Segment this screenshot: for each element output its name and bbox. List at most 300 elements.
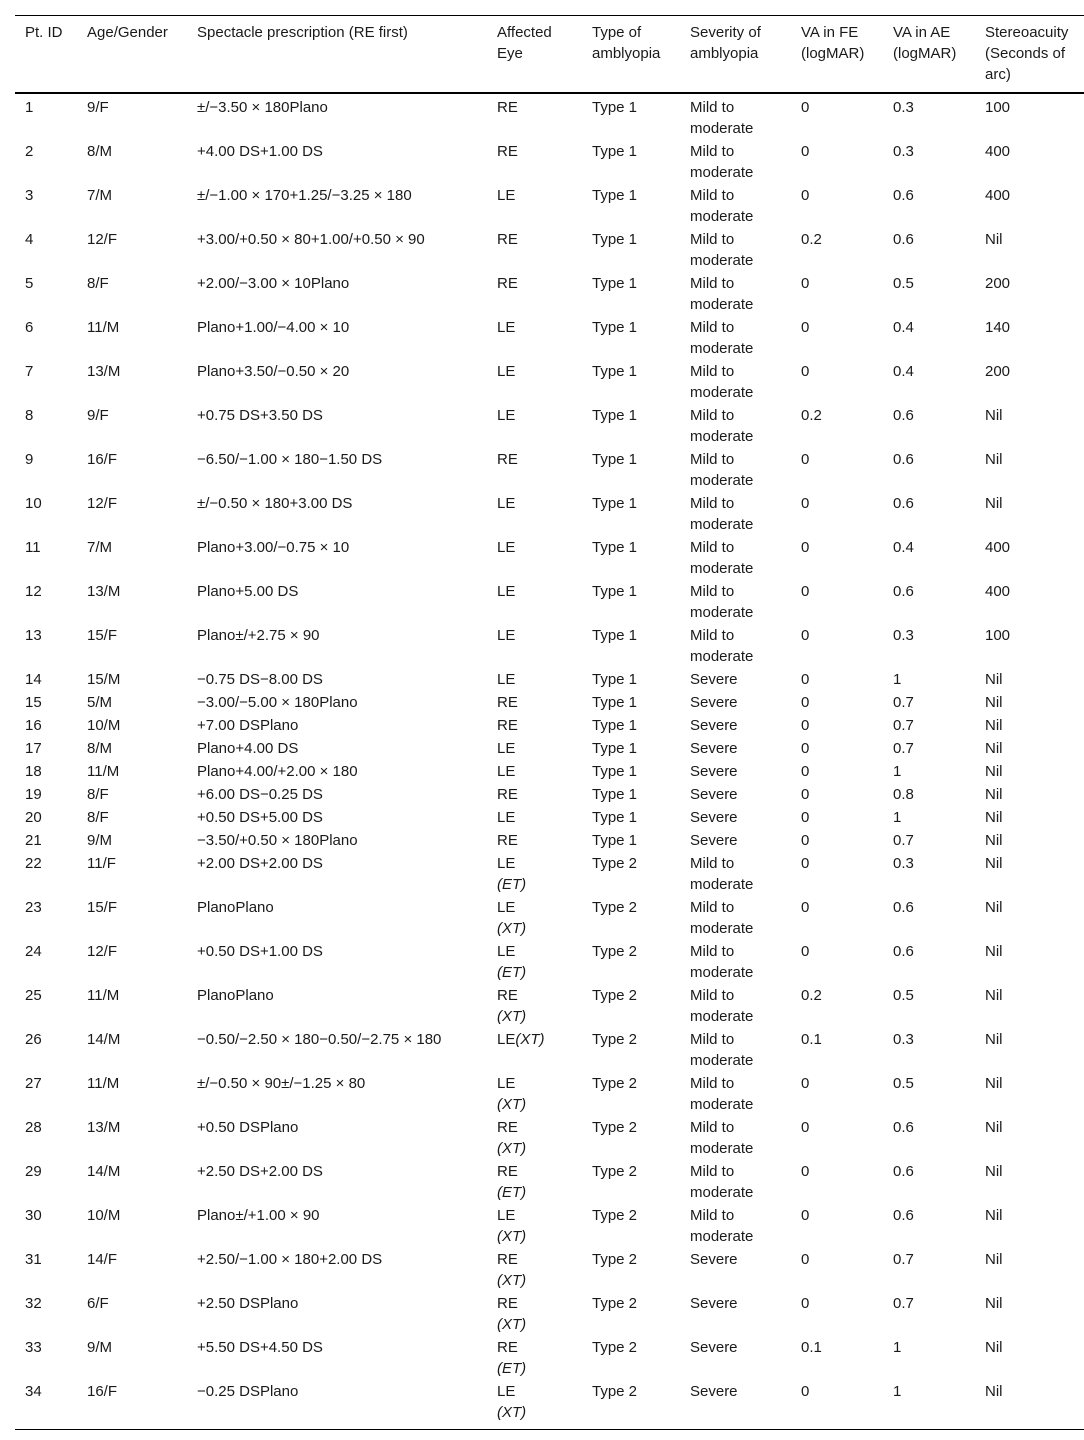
cell-severity: Mild to moderate [690,363,754,401]
table-row [15,940,1084,984]
cell-type: Type 1 [592,363,638,380]
cell-va-ae: 0.3 [893,99,914,116]
cell-prescription: Plano+5.00 DS [197,583,299,600]
patient-table [15,15,1084,1430]
cell-pt-id: 13 [25,627,42,644]
table-row [15,760,1084,783]
cell-pt-id: 8 [25,407,34,424]
cell-pt-id: 34 [15,1380,77,1430]
cell-pt-id: 18 [25,763,42,780]
cell-prescription: −6.50/−1.00 × 180−1.50 DS [197,451,383,468]
cell-affected-eye [487,316,582,360]
table-row [15,184,1084,228]
cell-pt-id: 21 [25,832,42,849]
affected-eye-side: RE [497,694,518,711]
cell-va-fe: 0 [791,1380,883,1430]
table-row [15,829,1084,852]
cell-affected-eye [487,492,582,536]
deviation-type: (ET) [497,876,527,893]
cell-age-gender: 11/M [87,763,120,780]
cell-pt-id: 32 [25,1295,42,1312]
deviation-type: (XT) [497,1228,527,1245]
affected-eye-side: LE [497,809,516,826]
cell-affected-eye [487,1116,582,1160]
cell-va-ae: 0.7 [893,832,914,849]
cell-age-gender: 15/M [87,671,121,688]
cell-type: Type 2 [592,1251,638,1268]
cell-va-fe: 0.1 [801,1339,822,1356]
cell-va-fe: 0 [801,943,810,960]
cell-prescription: ±/−0.50 × 90±/−1.25 × 80 [197,1075,366,1092]
cell-va-fe: 0 [801,694,810,711]
cell-severity: Mild to moderate [690,1075,754,1113]
cell-stereoacuity: Nil [985,671,1003,688]
cell-affected-eye [487,580,582,624]
cell-va-ae: 0.6 [893,899,914,916]
table-row [15,448,1084,492]
cell-stereoacuity: 400 [985,539,1011,556]
cell-stereoacuity: Nil [985,1207,1003,1224]
deviation-type: (XT) [497,1316,527,1333]
affected-eye-side: LE [497,407,516,424]
cell-affected-eye [487,1072,582,1116]
cell-va-fe: 0 [801,319,810,336]
cell-type: Type 2 [592,899,638,916]
affected-eye-side: LE [497,363,516,380]
cell-type: Type 2 [592,987,638,1004]
cell-severity: Mild to moderate [690,899,754,937]
table-row [15,783,1084,806]
cell-prescription: +0.50 DS+1.00 DS [197,943,323,960]
table-row [15,1028,1084,1072]
cell-age-gender: 8/M [87,143,113,160]
cell-stereoacuity: Nil [985,1031,1003,1048]
cell-type: Type 2 [592,1207,638,1224]
affected-eye-side: RE [497,451,518,468]
cell-va-ae: 1 [893,1339,902,1356]
affected-eye-side: RE [497,1339,518,1356]
cell-age-gender: 8/F [87,809,109,826]
cell-stereoacuity: Nil [985,1251,1003,1268]
cell-type: Type 1 [592,275,638,292]
cell-prescription: +2.50 DS+2.00 DS [197,1163,323,1180]
cell-va-fe: 0.1 [801,1031,822,1048]
cell-stereoacuity: Nil [985,451,1003,468]
table-row [15,228,1084,272]
cell-severity: Mild to moderate [690,275,754,313]
cell-affected-eye [487,783,582,806]
cell-affected-eye [487,228,582,272]
cell-va-ae: 1 [893,671,902,688]
cell-prescription: Plano±/+2.75 × 90 [197,627,320,644]
cell-prescription: Plano+1.00/−4.00 × 10 [197,319,350,336]
table-row [15,806,1084,829]
cell-severity: Mild to moderate [690,187,754,225]
cell-stereoacuity: Nil [985,740,1003,757]
header-pt-id: Pt. ID [15,16,77,94]
cell-prescription: +3.00/+0.50 × 80+1.00/+0.50 × 90 [197,231,425,248]
cell-affected-eye [487,806,582,829]
cell-pt-id: 3 [25,187,34,204]
cell-pt-id: 20 [25,809,42,826]
cell-va-ae: 0.6 [893,583,914,600]
header-va-ae: VA in AE (logMAR) [883,16,975,94]
affected-eye-side: RE [497,1119,518,1136]
cell-type: Type 1 [592,583,638,600]
table-row [15,714,1084,737]
header-affected-eye: Affected Eye [487,16,582,94]
cell-severity: Mild to moderate [690,1163,754,1201]
cell-age-gender: 11/M [87,319,120,336]
cell-va-fe: 0 [801,627,810,644]
cell-stereoacuity: Nil [985,943,1003,960]
cell-age-gender: 9/M [87,832,113,849]
cell-affected-eye [487,184,582,228]
cell-age-gender: 8/M [87,740,113,757]
cell-type: Type 2 [592,1339,638,1356]
cell-stereoacuity: 400 [985,583,1011,600]
table-container [15,15,1084,1430]
cell-va-ae: 1 [893,763,902,780]
cell-age-gender: 10/M [87,717,121,734]
cell-type: Type 2 [592,1295,638,1312]
affected-eye-side: LE [497,1031,516,1048]
cell-va-ae: 0.6 [893,943,914,960]
affected-eye-side: LE [497,763,516,780]
affected-eye-side: RE [497,99,518,116]
cell-age-gender: 12/F [87,943,118,960]
cell-age-gender: 13/M [87,583,121,600]
cell-stereoacuity: Nil [985,495,1003,512]
cell-age-gender: 9/M [87,1339,113,1356]
cell-va-fe: 0 [801,1251,810,1268]
cell-stereoacuity: Nil [985,855,1003,872]
cell-va-fe: 0 [801,809,810,826]
cell-affected-eye [487,448,582,492]
cell-age-gender: 14/M [87,1163,121,1180]
cell-type: Type 1 [592,694,638,711]
deviation-type: (ET) [497,1184,527,1201]
affected-eye-side: RE [497,143,518,160]
cell-stereoacuity: Nil [985,1075,1003,1092]
header-stereoacuity: Stereoacuity (Seconds of arc) [975,16,1084,94]
cell-age-gender: 14/F [87,1251,118,1268]
cell-affected-eye [487,829,582,852]
header-spectacle-prescription: Spectacle prescription (RE first) [187,16,487,94]
cell-prescription: Plano+4.00/+2.00 × 180 [197,763,358,780]
table-row [15,316,1084,360]
affected-eye-side: RE [497,717,518,734]
cell-va-fe: 0 [801,740,810,757]
affected-eye-side: LE [497,1207,516,1224]
cell-severity: Severe [680,1380,791,1430]
cell-va-fe: 0 [801,187,810,204]
cell-severity: Severe [690,763,738,780]
cell-stereoacuity: 400 [985,187,1011,204]
cell-type: Type 1 [592,319,638,336]
table-row [15,691,1084,714]
affected-eye-side: LE [497,1075,516,1092]
table-row [15,852,1084,896]
deviation-type: (XT) [497,920,527,937]
cell-stereoacuity: Nil [985,899,1003,916]
cell-prescription: +2.00/−3.00 × 10Plano [197,275,350,292]
cell-affected-eye [487,624,582,668]
table-row [15,1336,1084,1380]
cell-type: Type 1 [592,809,638,826]
cell-severity: Mild to moderate [690,99,754,137]
cell-severity: Severe [690,1251,738,1268]
cell-severity: Mild to moderate [690,495,754,533]
cell-va-ae: 0.3 [893,1031,914,1048]
cell-pt-id: 7 [25,363,34,380]
cell-stereoacuity: Nil [985,1163,1003,1180]
cell-type: Type 2 [582,1380,680,1430]
cell-affected-eye [487,668,582,691]
cell-prescription: +2.50 DSPlano [197,1295,299,1312]
cell-age-gender: 11/M [87,987,120,1004]
table-row [15,984,1084,1028]
cell-age-gender: 5/M [87,694,113,711]
cell-pt-id: 14 [25,671,42,688]
cell-stereoacuity: Nil [985,1119,1003,1136]
cell-age-gender: 9/F [87,99,109,116]
cell-severity: Severe [690,671,738,688]
cell-pt-id: 6 [25,319,34,336]
cell-stereoacuity: Nil [985,231,1003,248]
cell-age-gender: 16/F [77,1380,187,1430]
cell-va-fe: 0 [801,717,810,734]
cell-affected-eye [487,536,582,580]
affected-eye-side: RE [497,1295,518,1312]
cell-pt-id: 26 [25,1031,42,1048]
cell-stereoacuity: Nil [985,763,1003,780]
cell-pt-id: 16 [25,717,42,734]
deviation-type: (ET) [497,1360,527,1377]
cell-severity: Mild to moderate [690,539,754,577]
table-row [15,737,1084,760]
cell-severity: Severe [690,832,738,849]
cell-age-gender: 6/F [87,1295,109,1312]
table-row [15,536,1084,580]
cell-va-fe: 0 [801,363,810,380]
cell-affected-eye [487,1380,582,1430]
cell-stereoacuity: 140 [985,319,1011,336]
cell-type: Type 2 [592,943,638,960]
cell-age-gender: 15/F [87,627,118,644]
cell-pt-id: 10 [25,495,42,512]
cell-va-fe: 0.2 [801,987,822,1004]
cell-va-ae: 0.4 [893,363,914,380]
deviation-type: (XT) [515,1031,545,1048]
cell-pt-id: 12 [25,583,42,600]
cell-type: Type 1 [592,539,638,556]
cell-pt-id: 23 [25,899,42,916]
cell-severity: Mild to moderate [690,855,754,893]
cell-va-ae: 0.3 [893,855,914,872]
table-row [15,1204,1084,1248]
table-body [15,93,1084,1430]
cell-severity: Severe [690,740,738,757]
affected-eye-side: LE [497,740,516,757]
affected-eye-side: RE [497,832,518,849]
cell-va-ae: 0.4 [893,319,914,336]
affected-eye-side: LE [497,855,516,872]
cell-prescription: +7.00 DSPlano [197,717,299,734]
cell-pt-id: 4 [25,231,34,248]
deviation-type: (XT) [497,1008,527,1025]
cell-affected-eye [487,852,582,896]
cell-va-ae: 0.6 [893,495,914,512]
deviation-type: (XT) [497,1140,527,1157]
cell-prescription: +2.00 DS+2.00 DS [197,855,323,872]
cell-va-ae: 0.6 [893,187,914,204]
deviation-type: (XT) [497,1272,527,1289]
header-type-of-amblyopia: Type of amblyopia [582,16,680,94]
table-row [15,624,1084,668]
cell-stereoacuity: 100 [985,99,1011,116]
cell-stereoacuity: Nil [975,1380,1084,1430]
cell-affected-eye [487,691,582,714]
cell-type: Type 1 [592,763,638,780]
cell-va-fe: 0.2 [801,407,822,424]
cell-affected-eye [487,714,582,737]
cell-severity: Mild to moderate [690,1031,754,1069]
cell-va-fe: 0 [801,583,810,600]
cell-stereoacuity: Nil [985,832,1003,849]
cell-va-ae: 0.3 [893,143,914,160]
cell-va-fe: 0 [801,1207,810,1224]
cell-severity: Mild to moderate [690,1119,754,1157]
cell-pt-id: 24 [25,943,42,960]
cell-prescription: PlanoPlano [197,987,274,1004]
cell-severity: Mild to moderate [690,987,754,1025]
table-row [15,1292,1084,1336]
cell-pt-id: 17 [25,740,42,757]
cell-severity: Mild to moderate [690,943,754,981]
header-row [15,16,1084,94]
cell-prescription: ±/−0.50 × 180+3.00 DS [197,495,353,512]
header-severity: Severity of amblyopia [680,16,791,94]
cell-type: Type 1 [592,495,638,512]
affected-eye-side: LE [497,1383,516,1400]
cell-va-fe: 0 [801,899,810,916]
cell-age-gender: 13/M [87,1119,121,1136]
cell-affected-eye [487,760,582,783]
cell-age-gender: 7/M [87,539,113,556]
cell-pt-id: 22 [25,855,42,872]
cell-affected-eye [487,984,582,1028]
cell-prescription: −0.75 DS−8.00 DS [197,671,323,688]
table-row [15,1248,1084,1292]
cell-age-gender: 14/M [87,1031,121,1048]
cell-type: Type 2 [592,1163,638,1180]
cell-va-fe: 0 [801,539,810,556]
cell-age-gender: 12/F [87,231,118,248]
cell-stereoacuity: 100 [985,627,1011,644]
cell-severity: Mild to moderate [690,451,754,489]
cell-stereoacuity: Nil [985,717,1003,734]
cell-affected-eye [487,404,582,448]
cell-severity: Severe [690,809,738,826]
cell-prescription: −3.00/−5.00 × 180Plano [197,694,358,711]
cell-age-gender: 15/F [87,899,118,916]
cell-prescription: −0.50/−2.50 × 180−0.50/−2.75 × 180 [197,1031,442,1048]
cell-prescription: ±/−1.00 × 170+1.25/−3.25 × 180 [197,187,412,204]
cell-pt-id: 28 [25,1119,42,1136]
cell-type: Type 2 [592,1119,638,1136]
cell-affected-eye [487,140,582,184]
cell-prescription: +6.00 DS−0.25 DS [197,786,323,803]
cell-va-ae: 0.7 [893,1295,914,1312]
affected-eye-side: LE [497,627,516,644]
cell-prescription: +0.50 DS+5.00 DS [197,809,323,826]
cell-type: Type 2 [592,1031,638,1048]
affected-eye-side: LE [497,495,516,512]
cell-va-ae: 0.5 [893,1075,914,1092]
cell-severity: Mild to moderate [690,143,754,181]
cell-va-fe: 0 [801,763,810,780]
table-row [15,896,1084,940]
affected-eye-side: RE [497,231,518,248]
cell-type: Type 2 [592,855,638,872]
affected-eye-side: LE [497,671,516,688]
cell-va-ae: 0.4 [893,539,914,556]
deviation-type: (XT) [497,1404,527,1421]
cell-stereoacuity: Nil [985,987,1003,1004]
table-row [15,580,1084,624]
table-row [15,404,1084,448]
cell-affected-eye [487,1336,582,1380]
cell-pt-id: 30 [25,1207,42,1224]
cell-pt-id: 25 [25,987,42,1004]
table-row [15,492,1084,536]
cell-stereoacuity: Nil [985,694,1003,711]
cell-severity: Mild to moderate [690,231,754,269]
affected-eye-side: LE [497,187,516,204]
cell-severity: Mild to moderate [690,407,754,445]
cell-prescription: ±/−3.50 × 180Plano [197,99,328,116]
cell-va-fe: 0 [801,495,810,512]
affected-eye-side: LE [497,539,516,556]
cell-age-gender: 11/M [87,1075,120,1092]
cell-severity: Mild to moderate [690,1207,754,1245]
cell-va-fe: 0 [801,1295,810,1312]
cell-type: Type 1 [592,832,638,849]
cell-severity: Mild to moderate [690,627,754,665]
cell-pt-id: 27 [25,1075,42,1092]
cell-pt-id: 11 [25,539,41,556]
cell-type: Type 1 [592,187,638,204]
cell-affected-eye [487,1028,582,1072]
affected-eye-side: LE [497,319,516,336]
cell-prescription: −0.25 DSPlano [187,1380,487,1430]
cell-pt-id: 5 [25,275,34,292]
cell-prescription: +0.75 DS+3.50 DS [197,407,323,424]
cell-affected-eye [487,1292,582,1336]
table-header [15,16,1084,94]
affected-eye-side: LE [497,899,516,916]
cell-va-fe: 0 [801,671,810,688]
cell-va-ae: 0.6 [893,407,914,424]
affected-eye-side: RE [497,1251,518,1268]
header-age-gender: Age/Gender [77,16,187,94]
cell-stereoacuity: Nil [985,1339,1003,1356]
cell-prescription: +4.00 DS+1.00 DS [197,143,323,160]
cell-age-gender: 11/F [87,855,116,872]
cell-type: Type 1 [592,231,638,248]
table-row [15,140,1084,184]
